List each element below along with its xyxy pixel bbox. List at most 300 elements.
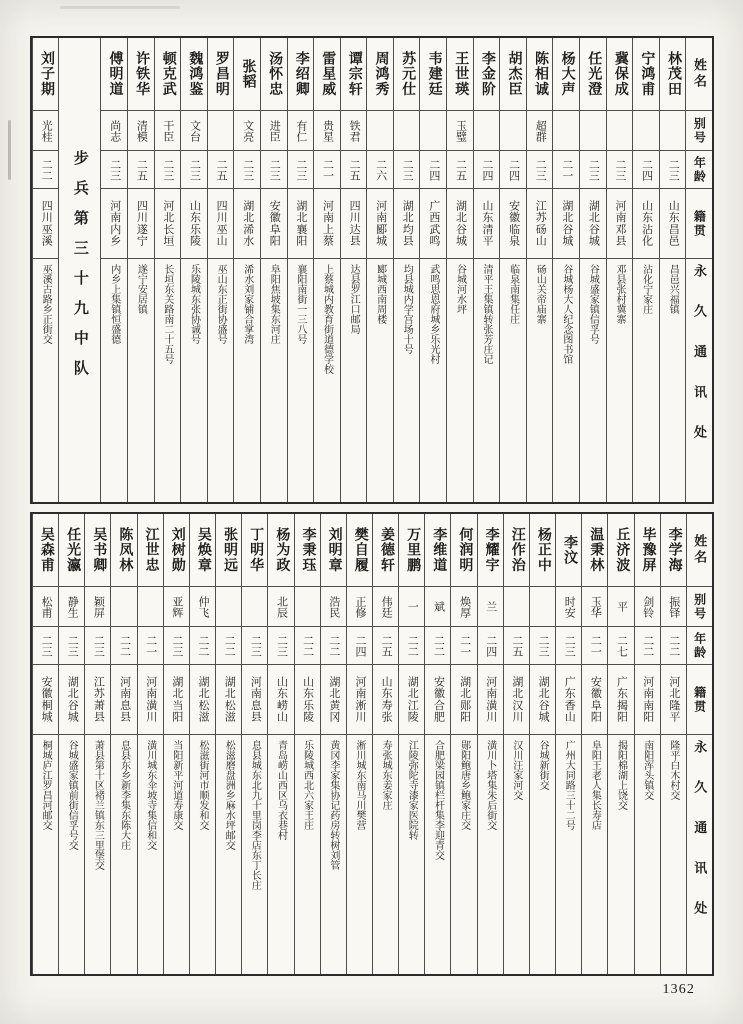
person-age: 二二	[223, 634, 236, 657]
age-cell	[155, 150, 181, 188]
age-cell	[261, 150, 287, 188]
person-address: 合肥梁园镇栏杆集李迎青交	[432, 740, 444, 860]
person-entry-column	[660, 514, 686, 974]
person-native-place: 河南郾城	[374, 200, 387, 247]
person-native-place: 湖北谷城	[537, 676, 550, 723]
person-entry-column	[503, 514, 529, 974]
alias-cell	[580, 110, 606, 150]
person-name: 魏鸿鉴	[187, 50, 203, 98]
person-native-place: 湖北襄阳	[294, 200, 307, 247]
address-cell	[447, 258, 473, 502]
person-native-place: 四川遂宁	[135, 200, 148, 247]
person-entry-column	[526, 38, 553, 502]
address-cell	[608, 734, 633, 974]
age-cell	[59, 626, 84, 664]
person-age: 二三	[161, 158, 174, 181]
age-cell	[33, 626, 58, 664]
person-entry-column	[499, 38, 526, 502]
person-name: 丁明华	[248, 526, 264, 574]
person-native-place: 河南息县	[118, 676, 131, 723]
scan-artifact	[60, 6, 180, 9]
person-name: 李绍卿	[293, 50, 309, 98]
person-address: 松滋街河市顺发和交	[197, 740, 209, 830]
header-alias-label: 别号	[692, 116, 707, 145]
name-cell	[582, 514, 607, 586]
person-age: 二二	[118, 634, 131, 657]
person-age: 二三	[268, 158, 281, 181]
person-address: 当阳新平河道寿康交	[170, 740, 182, 830]
person-entry-column	[127, 38, 154, 502]
person-entry-column	[607, 514, 633, 974]
name-cell	[660, 38, 686, 110]
name-cell	[556, 514, 581, 586]
person-entry-column	[163, 514, 189, 974]
person-age: 二二	[641, 634, 654, 657]
header-age-cell	[686, 150, 712, 188]
person-name: 李金阶	[479, 50, 495, 98]
person-name: 李秉珏	[300, 526, 316, 574]
person-entry-column	[154, 38, 181, 502]
person-address: 乐陵城西北六家王庄	[301, 740, 313, 830]
person-address: 清平王集镇转张芳庄记	[481, 264, 493, 364]
age-cell	[33, 150, 59, 188]
person-name: 李学海	[666, 526, 682, 574]
person-name: 陈相诚	[533, 50, 549, 98]
person-address: 阜阳王老人集长寿店	[589, 740, 601, 830]
person-age: 二三	[294, 158, 307, 181]
name-cell	[500, 38, 526, 110]
age-cell	[373, 626, 398, 664]
header-alias-label: 别号	[692, 592, 707, 621]
alias-cell	[181, 110, 207, 150]
person-address: 谷城盛家镇信孚号	[587, 264, 599, 344]
native-place-cell	[500, 188, 526, 258]
alias-cell	[314, 110, 340, 150]
alias-cell	[242, 586, 267, 626]
native-place-cell	[556, 664, 581, 734]
alias-cell	[367, 110, 393, 150]
person-alias: 超群	[534, 119, 547, 142]
person-name: 李汶	[562, 534, 578, 566]
name-cell	[268, 514, 293, 586]
age-cell	[347, 626, 372, 664]
age-cell	[608, 626, 633, 664]
person-native-place: 广东揭阳	[615, 676, 628, 723]
person-alias: 颖屏	[92, 595, 105, 618]
person-name: 胡杰臣	[506, 50, 522, 98]
person-address: 砀山关帝庙寨	[534, 264, 546, 324]
age-cell	[500, 150, 526, 188]
age-cell	[451, 626, 476, 664]
person-address: 襄阳南街一三八号	[294, 264, 306, 344]
name-cell	[530, 514, 555, 586]
alias-cell	[138, 586, 163, 626]
name-cell	[580, 38, 606, 110]
age-cell	[504, 626, 529, 664]
header-alias-cell	[686, 110, 712, 150]
alias-cell	[474, 110, 500, 150]
person-name: 冀保成	[612, 50, 628, 98]
name-cell	[181, 38, 207, 110]
person-age: 二四	[507, 158, 520, 181]
native-place-cell	[425, 664, 450, 734]
person-entry-column	[634, 514, 660, 974]
person-native-place: 山东沾化	[640, 200, 653, 247]
address-cell	[190, 734, 215, 974]
alias-cell	[425, 586, 450, 626]
native-place-cell	[155, 188, 181, 258]
person-native-place: 安徽阜阳	[589, 676, 602, 723]
address-cell	[399, 734, 424, 974]
name-cell	[155, 38, 181, 110]
header-address-cell	[686, 258, 712, 502]
person-native-place: 河南潢川	[144, 676, 157, 723]
native-place-cell	[582, 664, 607, 734]
person-alias: 振铎	[667, 595, 680, 618]
age-cell	[553, 150, 579, 188]
native-place-cell	[190, 664, 215, 734]
person-alias: 贵星	[321, 119, 334, 142]
person-native-place: 安徽桐城	[40, 676, 53, 723]
header-address-cell	[687, 734, 712, 974]
person-name: 刘明章	[326, 526, 342, 574]
person-age: 二三	[667, 158, 680, 181]
person-age: 二五	[348, 158, 361, 181]
person-alias: 尚志	[108, 119, 121, 142]
person-entry-column	[372, 514, 398, 974]
name-cell	[420, 38, 446, 110]
address-cell	[181, 258, 207, 502]
address-cell	[314, 258, 340, 502]
age-cell	[288, 150, 314, 188]
person-address: 桐城庐江罗昌河邮交	[40, 740, 52, 830]
person-alias: 亚辉	[170, 595, 183, 618]
name-cell	[59, 514, 84, 586]
name-cell	[633, 38, 659, 110]
age-cell	[341, 150, 367, 188]
native-place-cell	[181, 188, 207, 258]
native-place-cell	[261, 188, 287, 258]
person-entry-column	[32, 514, 58, 974]
age-cell	[85, 626, 110, 664]
address-cell	[261, 258, 287, 502]
native-place-cell	[373, 664, 398, 734]
person-entry-column	[424, 514, 450, 974]
native-place-cell	[367, 188, 393, 258]
address-cell	[216, 734, 241, 974]
person-age: 二三	[537, 634, 550, 657]
person-entry-column	[241, 514, 267, 974]
person-age: 二三	[170, 634, 183, 657]
native-place-cell	[216, 664, 241, 734]
person-name: 任光瀛	[65, 526, 81, 574]
person-name: 汤怀忠	[267, 50, 283, 98]
roster-table-top	[30, 36, 714, 504]
alias-cell	[261, 110, 287, 150]
native-place-cell	[580, 188, 606, 258]
person-native-place: 江苏萧县	[92, 676, 105, 723]
alias-cell	[373, 586, 398, 626]
person-name: 江世忠	[143, 526, 159, 574]
alias-cell	[635, 586, 660, 626]
person-alias: 伟廷	[380, 595, 393, 618]
person-entry-column	[552, 38, 579, 502]
age-cell	[234, 150, 260, 188]
person-native-place: 江苏砀山	[534, 200, 547, 247]
header-native-label: 籍贯	[692, 209, 707, 238]
alias-cell	[59, 586, 84, 626]
person-name: 樊自履	[352, 526, 368, 574]
person-age: 二一	[589, 634, 602, 657]
person-address: 广州大同路三十二号	[563, 740, 575, 830]
person-entry-column	[398, 514, 424, 974]
person-entry-column	[233, 38, 260, 502]
person-native-place: 河南邓县	[614, 200, 627, 247]
address-cell	[341, 258, 367, 502]
name-cell	[164, 514, 189, 586]
address-cell	[607, 258, 633, 502]
age-cell	[399, 626, 424, 664]
person-address: 邓县张村冀寨	[614, 264, 626, 324]
person-address: 临泉南集任庄	[507, 264, 519, 324]
alias-cell	[321, 586, 346, 626]
address-cell	[474, 258, 500, 502]
person-entry-column	[581, 514, 607, 974]
person-alias: 静生	[66, 595, 79, 618]
person-age: 二五	[454, 158, 467, 181]
address-cell	[164, 734, 189, 974]
native-place-cell	[394, 188, 420, 258]
age-cell	[367, 150, 393, 188]
person-entry-column	[346, 514, 372, 974]
header-column	[686, 514, 712, 974]
person-age: 二一	[458, 634, 471, 657]
person-native-place: 湖北松滋	[223, 676, 236, 723]
address-cell	[478, 734, 503, 974]
alias-cell	[216, 586, 241, 626]
person-age: 二三	[249, 634, 262, 657]
person-address: 隆平白木村交	[667, 740, 679, 800]
native-place-cell	[59, 664, 84, 734]
native-place-cell	[314, 188, 340, 258]
person-entry-column	[58, 514, 84, 974]
native-place-cell	[321, 664, 346, 734]
native-place-cell	[268, 664, 293, 734]
address-cell	[394, 258, 420, 502]
native-place-cell	[242, 664, 267, 734]
alias-cell	[527, 110, 553, 150]
scan-artifact	[8, 120, 11, 180]
name-cell	[321, 514, 346, 586]
address-cell	[635, 734, 660, 974]
person-address: 松滋磨盘洲乡麻水坪邮交	[223, 740, 235, 850]
person-alias: 浩民	[327, 595, 340, 618]
age-cell	[607, 150, 633, 188]
address-cell	[111, 734, 136, 974]
person-address: 浠水刘家铺合掌湾	[241, 264, 253, 344]
person-native-place: 河南上蔡	[321, 200, 334, 247]
age-cell	[268, 626, 293, 664]
alias-cell	[208, 110, 234, 150]
name-cell	[451, 514, 476, 586]
address-cell	[582, 734, 607, 974]
alias-cell	[394, 110, 420, 150]
address-cell	[504, 734, 529, 974]
person-address: 郾城西南周楼	[374, 264, 386, 324]
person-address: 息县东乡新李集东陈大庄	[118, 740, 130, 850]
age-cell	[242, 626, 267, 664]
age-cell	[580, 150, 606, 188]
person-age: 二一	[144, 634, 157, 657]
name-cell	[288, 38, 314, 110]
person-entry-column	[446, 38, 473, 502]
native-place-cell	[347, 664, 372, 734]
person-name: 何润明	[457, 526, 473, 574]
person-address: 萧县第十区褚兰镇东三里堡交	[92, 740, 104, 870]
age-cell	[478, 626, 503, 664]
alias-cell	[190, 586, 215, 626]
person-entry-column	[180, 38, 207, 502]
age-cell	[447, 150, 473, 188]
native-place-cell	[530, 664, 555, 734]
person-age: 二三	[563, 634, 576, 657]
name-cell	[208, 38, 234, 110]
alias-cell	[451, 586, 476, 626]
person-age: 二四	[484, 634, 497, 657]
person-native-place: 河南内乡	[108, 200, 121, 247]
age-cell	[633, 150, 659, 188]
age-cell	[582, 626, 607, 664]
person-name: 周鸿秀	[373, 50, 389, 98]
person-age: 二三	[92, 634, 105, 657]
person-name: 万里鹏	[405, 526, 421, 574]
age-cell	[314, 150, 340, 188]
address-cell	[420, 258, 446, 502]
native-place-cell	[234, 188, 260, 258]
age-cell	[181, 150, 207, 188]
person-native-place: 湖北松滋	[197, 676, 210, 723]
native-place-cell	[111, 664, 136, 734]
person-age: 二三	[108, 158, 121, 181]
name-cell	[527, 38, 553, 110]
name-cell	[101, 38, 127, 110]
person-native-place: 湖北谷城	[66, 676, 79, 723]
age-cell	[216, 626, 241, 664]
address-cell	[234, 258, 260, 502]
alias-cell	[530, 586, 555, 626]
person-name: 罗昌明	[213, 50, 229, 98]
address-cell	[527, 258, 553, 502]
person-entry-column	[207, 38, 234, 502]
person-native-place: 山东崂山	[275, 676, 288, 723]
page-number: 1362	[662, 982, 695, 997]
person-native-place: 湖北浠水	[241, 200, 254, 247]
person-address: 潢川卜塔集朱后街交	[484, 740, 496, 830]
person-name: 丘济波	[614, 526, 630, 574]
name-cell	[478, 514, 503, 586]
address-cell	[500, 258, 526, 502]
age-cell	[295, 626, 320, 664]
person-address: 遂宁安居镇	[135, 264, 147, 314]
alias-cell	[33, 110, 59, 150]
person-native-place: 广东香山	[563, 676, 576, 723]
address-cell	[101, 258, 127, 502]
name-cell	[111, 514, 136, 586]
person-native-place: 山东寿张	[380, 676, 393, 723]
person-entry-column	[579, 38, 606, 502]
age-cell	[420, 150, 446, 188]
person-entry-column	[32, 38, 59, 502]
header-column	[685, 38, 712, 502]
native-place-cell	[504, 664, 529, 734]
alias-cell	[101, 110, 127, 150]
person-entry-column	[313, 38, 340, 502]
header-native-cell	[687, 664, 712, 734]
person-native-place: 山东昌邑	[667, 200, 680, 247]
person-name: 许铁华	[134, 50, 150, 98]
person-native-place: 山东乐陵	[188, 200, 201, 247]
person-age: 二四	[481, 158, 494, 181]
alias-cell	[295, 586, 320, 626]
alias-cell	[553, 110, 579, 150]
person-address: 上蔡城内教育街道德学校	[321, 264, 333, 374]
age-cell	[660, 150, 686, 188]
person-entry-column	[393, 38, 420, 502]
person-address: 沾化宁家庄	[640, 264, 652, 314]
header-age-label: 年龄	[692, 631, 707, 660]
alias-cell	[128, 110, 154, 150]
name-cell	[128, 38, 154, 110]
address-cell	[321, 734, 346, 974]
address-cell	[425, 734, 450, 974]
person-age: 二三	[241, 158, 254, 181]
person-native-place: 广西武鸣	[427, 200, 440, 247]
name-cell	[635, 514, 660, 586]
age-cell	[111, 626, 136, 664]
address-cell	[661, 734, 686, 974]
person-name: 杨大声	[559, 50, 575, 98]
person-entry-column	[606, 38, 633, 502]
name-cell	[607, 38, 633, 110]
person-native-place: 湖北当阳	[170, 676, 183, 723]
person-entry-column	[366, 38, 393, 502]
name-cell	[394, 38, 420, 110]
alias-cell	[660, 110, 686, 150]
person-native-place: 湖北谷城	[560, 200, 573, 247]
address-cell	[155, 258, 181, 502]
person-native-place: 河南南阳	[641, 676, 654, 723]
person-age: 二一	[560, 158, 573, 181]
person-name: 雷星威	[320, 50, 336, 98]
address-cell	[660, 258, 686, 502]
person-name: 王世瑛	[453, 50, 469, 98]
person-address: 均县城内学宫场十号	[401, 264, 413, 354]
person-alias: 清模	[135, 119, 148, 142]
person-entry-column	[110, 514, 136, 974]
name-cell	[216, 514, 241, 586]
person-address: 乐陵城东张协诚号	[188, 264, 200, 344]
header-name-cell	[687, 514, 712, 586]
person-address: 巫山东正街协盛号	[215, 264, 227, 344]
native-place-cell	[138, 664, 163, 734]
person-entry-column	[215, 514, 241, 974]
native-place-cell	[660, 188, 686, 258]
address-cell	[556, 734, 581, 974]
name-cell	[234, 38, 260, 110]
person-entry-column	[267, 514, 293, 974]
person-name: 毕豫屏	[640, 526, 656, 574]
alias-cell	[155, 110, 181, 150]
